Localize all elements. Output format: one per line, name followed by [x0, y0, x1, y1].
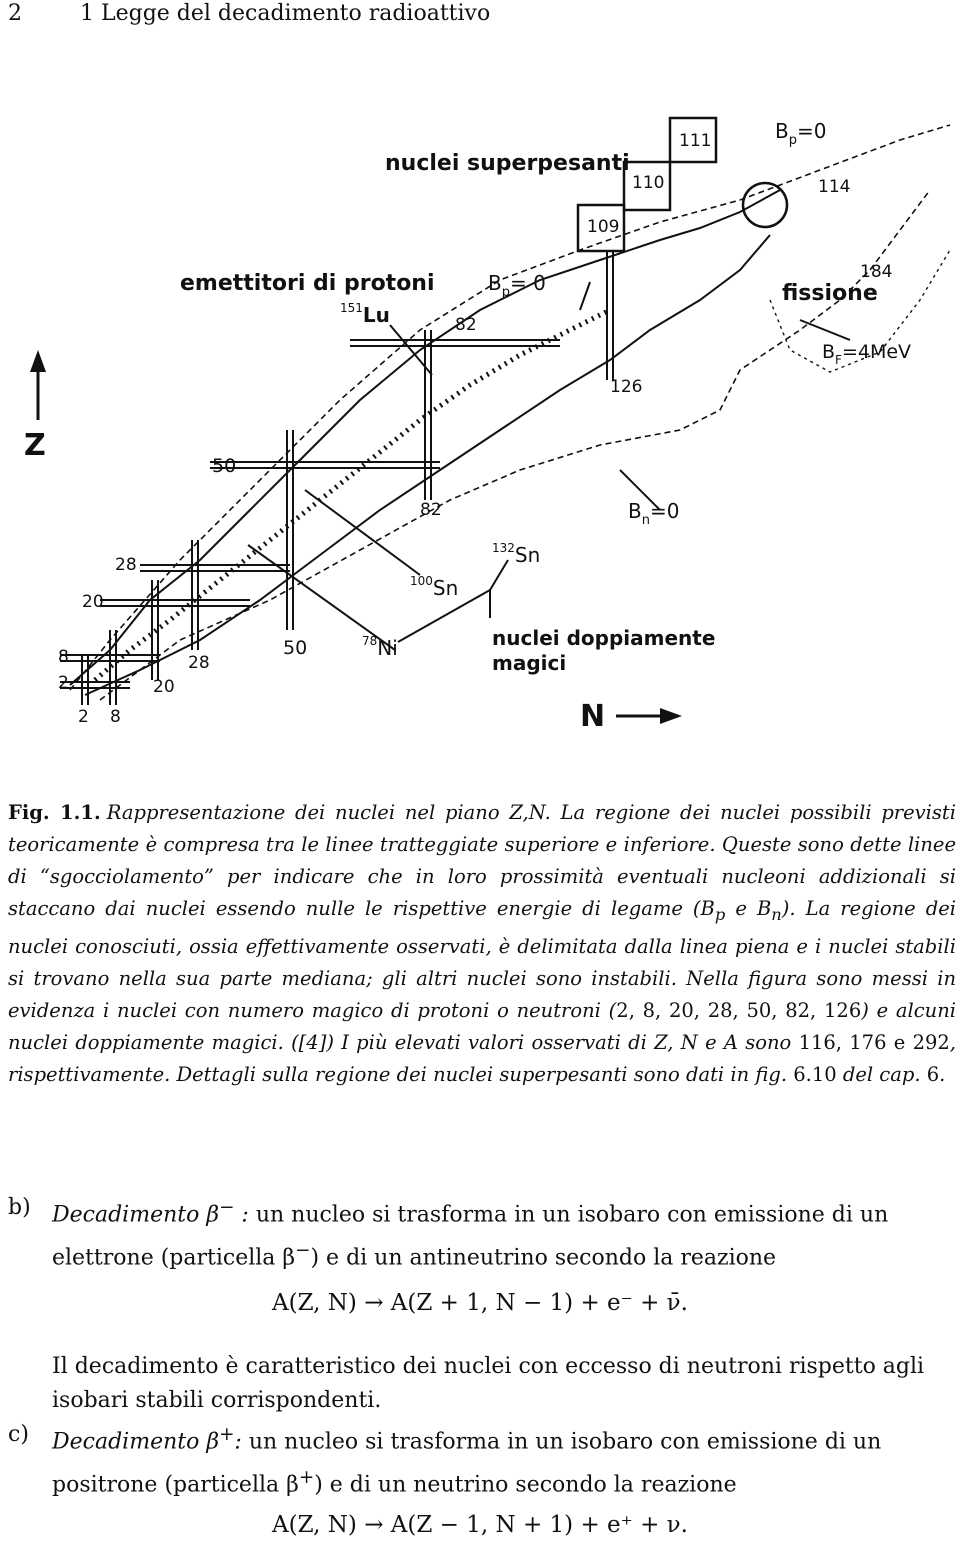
beta-minus-note: Il decadimento è caratteristico dei nuclei con eccesso di neutroni rispetto agli isobari stabili corrispondenti. — [52, 1354, 925, 1413]
num-z82: 82 — [455, 315, 477, 335]
equation-beta-plus: A(Z, N) → A(Z − 1, N + 1) + e⁺ + ν. — [272, 1512, 688, 1538]
num-n114: 114 — [818, 177, 851, 197]
n-axis-label: N — [580, 699, 606, 734]
label-lu151: $^{151}$Lu — [340, 301, 390, 327]
stable-nuclei-band — [95, 310, 610, 680]
superheavy-island-circle — [743, 183, 787, 227]
n-axis-arrow — [616, 708, 682, 724]
num-n50: 50 — [283, 637, 308, 659]
num-n184: 184 — [860, 262, 893, 282]
label-sn132: $^{132}$Sn — [492, 541, 541, 567]
num-z8: 8 — [58, 647, 69, 667]
num-z20: 20 — [82, 592, 104, 612]
label-superheavy: nuclei superpesanti — [385, 151, 630, 176]
label-fission: fissione — [782, 281, 878, 306]
label-proton-emitters: emettitori di protoni — [180, 271, 435, 296]
box-111: 111 — [679, 131, 712, 151]
label-bp0-top: $B_p=0$ — [775, 119, 827, 148]
list-item-beta-minus: b) Decadimento β− : un nucleo si trasforma in un isobaro con emissione di un elettrone (particella β−) e di un antineutrino secondo la reazione — [8, 1190, 956, 1277]
label-leaders — [248, 282, 850, 650]
label-bp0-mid: $B_p= 0$ — [488, 271, 546, 300]
equation-beta-minus: A(Z, N) → A(Z + 1, N − 1) + e⁻ + ν̄. — [272, 1290, 688, 1316]
z-axis-label: Z — [24, 428, 46, 463]
num-n20: 20 — [153, 677, 175, 697]
item-marker: c) — [8, 1422, 29, 1447]
label-doubly-magic-2: magici — [492, 651, 567, 675]
num-z2: 2 — [58, 673, 69, 693]
list-item-beta-plus: c) Decadimento β+: un nucleo si trasforma in un isobaro con emissione di un positrone (particella β+) e di un neutrino secondo la reazione — [8, 1417, 956, 1504]
label-doubly-magic-1: nuclei doppiamente — [492, 626, 716, 650]
label-ni78: $^{78}$Ni — [362, 634, 398, 660]
box-109: 109 — [587, 217, 620, 237]
num-n82: 82 — [420, 500, 442, 520]
page-number: 2 — [8, 1, 22, 26]
box-110: 110 — [632, 173, 665, 193]
num-z50: 50 — [212, 455, 237, 477]
num-n8: 8 — [110, 707, 121, 727]
item-marker: b) — [8, 1195, 31, 1220]
label-bf: $B_F=4MeV$ — [822, 341, 912, 367]
num-n28: 28 — [188, 653, 210, 673]
z-axis-arrow — [30, 350, 46, 420]
num-n126: 126 — [610, 377, 643, 397]
figure-caption: Fig. 1.1. Rappresentazione dei nuclei nel piano Z,N. La regione dei nuclei possibili previsti teoricamente è compresa tra le linee tratteggiate superiore e inferiore. Queste sono dette linee di “sgocciolamento” per indicare che in loro prossimità eventuali nucleoni addizionali si staccano dai nuclei essendo nulle le rispettive energie di legame ($B_p$ e $B_n$). La regione dei nuclei conosciuti, ossia effettivamente osservati, è delimitata dalla linea piena e i nuclei stabili si trovano nella sua parte mediana; gli altri nuclei sono instabili. Nella figura sono messi in evidenza i nuclei con numero magico di protoni o neutroni (2, 8, 20, 28, 50, 82, 126) e alcuni nuclei doppiamente magici. ([4]) I più elevati valori osservati di Z, N e A sono 116, 176 e 292, rispettivamente. Dettagli sulla regione dei nuclei superpesanti sono dati in fig. 6.10 del cap. 6. — [8, 801, 957, 1086]
num-n2: 2 — [78, 707, 89, 727]
caption-label: Fig. 1.1. — [8, 801, 101, 824]
running-title: 1 Legge del decadimento radioattivo — [80, 1, 491, 26]
num-z28: 28 — [115, 555, 137, 575]
nuclide-chart-figure — [0, 100, 960, 760]
magic-z-lines — [60, 340, 560, 688]
label-sn100: $^{100}$Sn — [410, 574, 459, 600]
running-header — [8, 0, 490, 28]
label-bn: $B_n=0$ — [628, 499, 680, 528]
